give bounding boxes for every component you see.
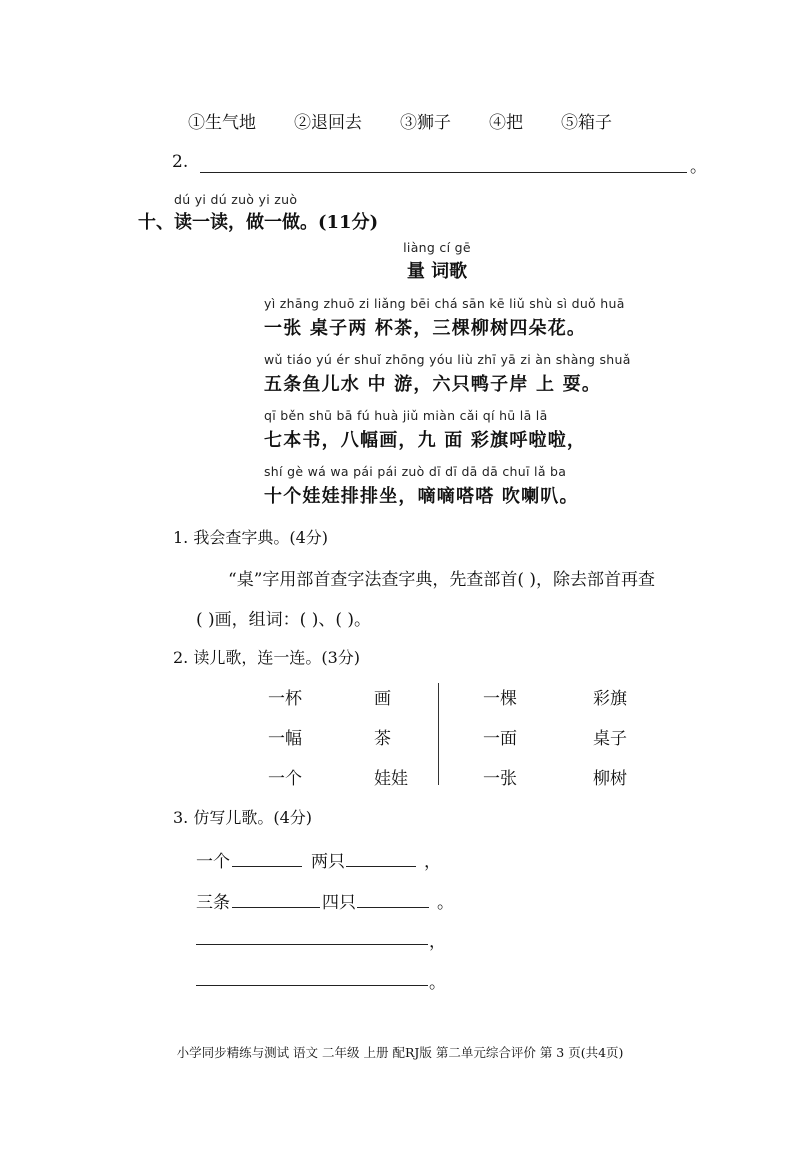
q3-row1-blank-1[interactable] <box>232 866 302 867</box>
q2-end: 。 <box>690 157 707 177</box>
q3-row4-end: 。 <box>429 973 446 993</box>
poem-line-4: 十个娃娃排排坐，嘀嘀嗒嗒 吹喇叭。 <box>264 486 579 507</box>
q2match-title: 2. 读儿歌，连一连。(3分) <box>173 648 361 667</box>
q3-row4-blank[interactable] <box>196 985 428 986</box>
match-left-word-3[interactable]: 一个 <box>268 769 302 789</box>
poem-line-1: 一张 桌子两 杯茶，三棵柳树四朵花。 <box>264 318 587 339</box>
q3-row2-end: 。 <box>437 893 454 913</box>
poem-line-1-pinyin: yì zhāng zhuō zi liǎng bēi chá sān kē liǔ shù sì duǒ huā <box>264 296 625 311</box>
poem-line-3: 七本书，八幅画，九 面 彩旗呼啦啦， <box>264 430 587 451</box>
match-left-word-1[interactable]: 一杯 <box>268 689 302 709</box>
match-right-noun-1[interactable]: 彩旗 <box>593 689 627 709</box>
q2-number: 2. <box>172 152 189 172</box>
match-left-word-2[interactable]: 一幅 <box>268 729 302 749</box>
q3-row2-blank-1[interactable] <box>232 907 320 908</box>
option-5: ⑤箱子 <box>561 113 612 133</box>
section-pinyin: dú yi dú zuò yi zuò <box>174 192 298 207</box>
option-1: ①生气地 <box>188 113 256 133</box>
q1-line-2[interactable]: ( )画，组词：( )、( )。 <box>196 610 372 630</box>
option-3: ③狮子 <box>400 113 451 133</box>
options-row <box>0 108 800 133</box>
q3-row3-blank[interactable] <box>196 944 428 945</box>
poem-title-pinyin: liàng cí gē <box>403 240 471 255</box>
match-left-noun-3[interactable]: 娃娃 <box>374 769 408 789</box>
match-right-word-2[interactable]: 一面 <box>483 729 517 749</box>
poem-line-2-pinyin: wǔ tiáo yú ér shuǐ zhōng yóu liù zhī yā zi àn shàng shuǎ <box>264 352 631 367</box>
q1-title: 1. 我会查字典。(4分) <box>173 528 329 547</box>
q3-row1-end: ， <box>424 852 441 872</box>
q3-row2-blank-2[interactable] <box>357 907 429 908</box>
q3-row2-b: 四只 <box>322 893 356 913</box>
match-left-noun-2[interactable]: 茶 <box>374 729 391 749</box>
match-right-noun-3[interactable]: 柳树 <box>593 769 627 789</box>
q2-answer-line[interactable] <box>200 172 687 173</box>
q3-row1-b: 两只 <box>311 852 345 872</box>
match-right-word-3[interactable]: 一张 <box>483 769 517 789</box>
q1-line-1[interactable]: “桌”字用部首查字法查字典，先查部首( )，除去部首再查 <box>228 570 656 590</box>
poem-line-2: 五条鱼儿水 中 游，六只鸭子岸 上 耍。 <box>264 374 602 395</box>
poem-line-3-pinyin: qī běn shū bā fú huà jiǔ miàn cǎi qí hū lā lā <box>264 408 548 423</box>
poem-line-4-pinyin: shí gè wá wa pái pái zuò dī dī dā dā chuī lǎ ba <box>264 464 567 479</box>
poem-title: 量 词歌 <box>406 261 468 282</box>
q3-row2-a: 三条 <box>196 893 230 913</box>
option-4: ④把 <box>489 113 523 133</box>
option-2: ②退回去 <box>294 113 362 133</box>
section-title: 十、读一读，做一做。(11分) <box>138 212 379 233</box>
match-right-word-1[interactable]: 一棵 <box>483 689 517 709</box>
match-left-noun-1[interactable]: 画 <box>374 689 391 709</box>
q3-row1-blank-2[interactable] <box>346 866 416 867</box>
match-divider <box>438 683 439 785</box>
q3-row3-end: ， <box>429 932 446 952</box>
match-right-noun-2[interactable]: 桌子 <box>593 729 627 749</box>
q3-title: 3. 仿写儿歌。(4分) <box>173 808 313 827</box>
q3-row1-a: 一个 <box>196 852 230 872</box>
page-footer: 小学同步精练与测试 语文 二年级 上册 配RJ版 第二单元综合评价 第 3 页(共4页) <box>176 1045 624 1060</box>
